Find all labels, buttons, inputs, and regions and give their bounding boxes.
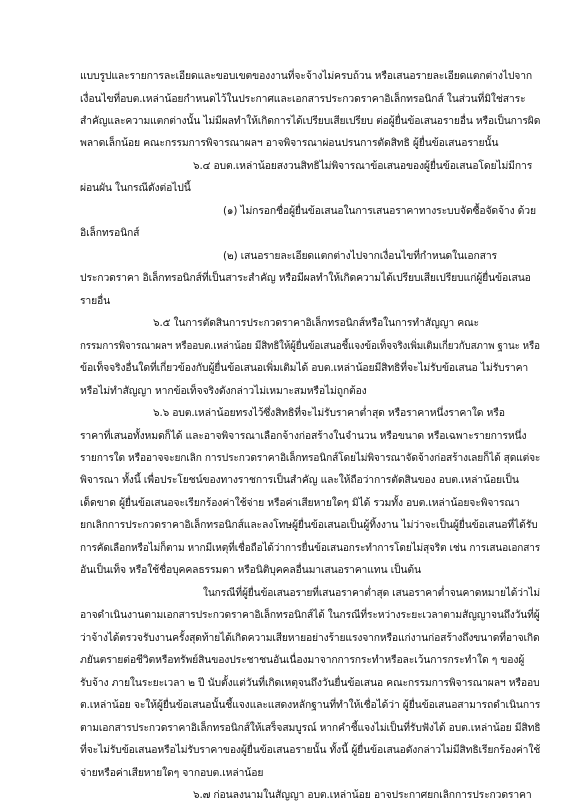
text-line: เงื่อนไขที่อบต.เหล่าน้อยกำหนดไว้ในประกาศและเอกสารประกวดราคาอิเล็กทรอนิกส์ ในส่วนที่มิใช่สาระ [80,92,526,105]
text-line: ประกวดราคา อิเล็กทรอนิกส์ที่เป็นสาระสำคัญ หรือมีผลทำให้เกิดความได้เปรียบเสียเปรียบแก่ผู้ยื่นข้อเสนอ [80,272,531,285]
text-line: ในกรณีที่ผู้ยื่นข้อเสนอรายที่เสนอราคาต่ำสุด เสนอราคาต่ำจนคาดหมายได้ว่าไม่ [203,586,540,599]
text-line: พลาดเล็กน้อย คณะกรรมการพิจารณาผลฯ อาจพิจารณาผ่อนปรนการตัดสิทธิ ผู้ยื่นข้อเสนอรายนั้น [80,137,499,150]
text-line: ๖.๗ ก่อนลงนามในสัญญา อบต.เหล่าน้อย อาจประกาศยกเลิกการประกวดราคา [193,789,532,801]
text-line: ๖.๖ อบต.เหล่าน้อยทรงไว้ซึ่งสิทธิที่จะไม่รับราคาต่ำสุด หรือราคาหนึ่งราคาใด หรือ [153,407,505,419]
text-line: ว่าจ้างได้ตรวจรับงานครั้งสุดท้ายได้เกิดความเสียหายอย่างร้ายแรงจากหรือแก่งานก่อสร้างถึงขนาดที่อาจเกิด [80,631,540,644]
text-line: อันเป็นเท็จ หรือใช้ชื่อบุคคลธรรมดา หรือนิติบุคคลอื่นมาเสนอราคาแทน เป็นต้น [80,564,421,577]
text-line: ข้อเท็จจริงอื่นใดที่เกี่ยวข้องกับผู้ยื่นข้อเสนอเพิ่มเติมได้ อบต.เหล่าน้อยมีสิทธิที่จะไม่รับข้อเสนอ ไม่รับราคา [80,362,529,375]
text-line: ๖.๕ ในการตัดสินการประกวดราคาอิเล็กทรอนิกส์หรือในการทำสัญญา คณะ [153,317,479,330]
text-line: รับจ้าง ภายในระยะเวลา ๒ ปี นับตั้งแต่วันที่เกิดเหตุจนถึงวันยื่นข้อเสนอ คณะกรรมการพิจารณาผลฯ หรืออบ [80,676,540,689]
text-line: การคัดเลือกหรือไม่ก็ตาม หากมีเหตุที่เชื่อถือได้ว่าการยื่นข้อเสนอกระทำการโดยไม่สุจริต เช่น การเสนอเอกสาร [80,541,541,554]
text-line: อาจดำเนินงานตามเอกสารประกวดราคาอิเล็กทรอนิกส์ได้ ในกรณีที่ระหว่างระยะเวลาตามสัญญาจนถึงวันที่ผู้ [80,609,540,622]
text-line: ต.เหล่าน้อย จะให้ผู้ยื่นข้อเสนอนั้นชี้แจงและแสดงหลักฐานที่ทำให้เชื่อได้ว่า ผู้ยื่นข้อเสนอสามารถดำเนินการ [80,699,541,712]
text-line: จ่ายหรือค่าเสียหายใดๆ จากอบต.เหล่าน้อย [80,766,264,779]
text-line: (๑) ไม่กรอกชื่อผู้ยื่นข้อเสนอในการเสนอราคาทางระบบจัดซื้อจัดจ้าง ด้วย [223,204,536,217]
text-line: ผ่อนผัน ในกรณีดังต่อไปนี้ [80,182,191,195]
text-line: กรรมการพิจารณาผลฯ หรืออบต.เหล่าน้อย มีสิทธิให้ผู้ยื่นข้อเสนอชี้แจงข้อเท็จจริงเพิ่มเติมเกี่ยวกับสภาพ ฐานะ หรือ [80,339,540,352]
text-line: รายการใด หรืออาจจะยกเลิก การประกวดราคาอิเล็กทรอนิกส์โดยไม่พิจารณาจัดจ้างก่อสร้างเลยก็ได้ สุดแต่จะ [80,452,541,464]
text-line: แบบรูปและรายการละเอียดและขอบเขตของงานที่จะจ้างไม่ครบถ้วน หรือเสนอรายละเอียดแตกต่างไปจาก [80,70,533,82]
text-line: ยกเลิกการประกวดราคาอิเล็กทรอนิกส์และลงโทษผู้ยื่นข้อเสนอเป็นผู้ทิ้งงาน ไม่ว่าจะเป็นผู้ยื่นข้อเสนอที่ได้รับ [80,519,538,532]
text-line: ๖.๔ อบต.เหล่าน้อยสงวนสิทธิไม่พิจารณาข้อเสนอของผู้ยื่นข้อเสนอโดยไม่มีการ [193,159,533,172]
text-line: สำคัญและความแตกต่างนั้น ไม่มีผลทำให้เกิดการได้เปรียบเสียเปรียบ ต่อผู้ยื่นข้อเสนอรายอื่น หรือเป็นการผิด [80,114,541,127]
text-line: รายอื่น [80,294,111,307]
text-line: ภยันตรายต่อชีวิตหรือทรัพย์สินของประชาชนอันเนื่องมาจากการกระทำหรือละเว้นการกระทำใด ๆ ของผู้ [80,654,525,667]
text-line: ตามเอกสารประกวดราคาอิเล็กทรอนิกส์ให้เสร็จสมบูรณ์ หากคำชี้แจงไม่เป็นที่รับฟังได้ อบต.เหล่าน้อย มีสิทธิ [80,721,541,734]
text-line: (๒) เสนอรายละเอียดแตกต่างไปจากเงื่อนไขที่กำหนดในเอกสาร [223,249,497,262]
text-line: พิจารณา ทั้งนี้ เพื่อประโยชน์ของทางราชการเป็นสำคัญ และให้ถือว่าการตัดสินของ อบต.เหล่าน้อยเป็น [80,474,519,487]
text-line: ราคาที่เสนอทั้งหมดก็ได้ และอาจพิจารณาเลือกจ้างก่อสร้างในจำนวน หรือขนาด หรือเฉพาะรายการหนึ่ง [80,429,527,442]
text-line: อิเล็กทรอนิกส์ [80,227,140,240]
text-line: เด็ดขาด ผู้ยื่นข้อเสนอจะเรียกร้องค่าใช้จ่าย หรือค่าเสียหายใดๆ มิได้ รวมทั้ง อบต.เหล่าน้อยจะพิจารณา [80,496,520,509]
text-line: ที่จะไม่รับข้อเสนอหรือไม่รับราคาของผู้ยื่นข้อเสนอรายนั้น ทั้งนี้ ผู้ยื่นข้อเสนอดังกล่าวไม่มีสิทธิเรียกร้องค่าใช้ [80,744,541,757]
text-line: หรือไม่ทำสัญญา หากข้อเท็จจริงดังกล่าวไม่เหมาะสมหรือไม่ถูกต้อง [80,384,367,397]
